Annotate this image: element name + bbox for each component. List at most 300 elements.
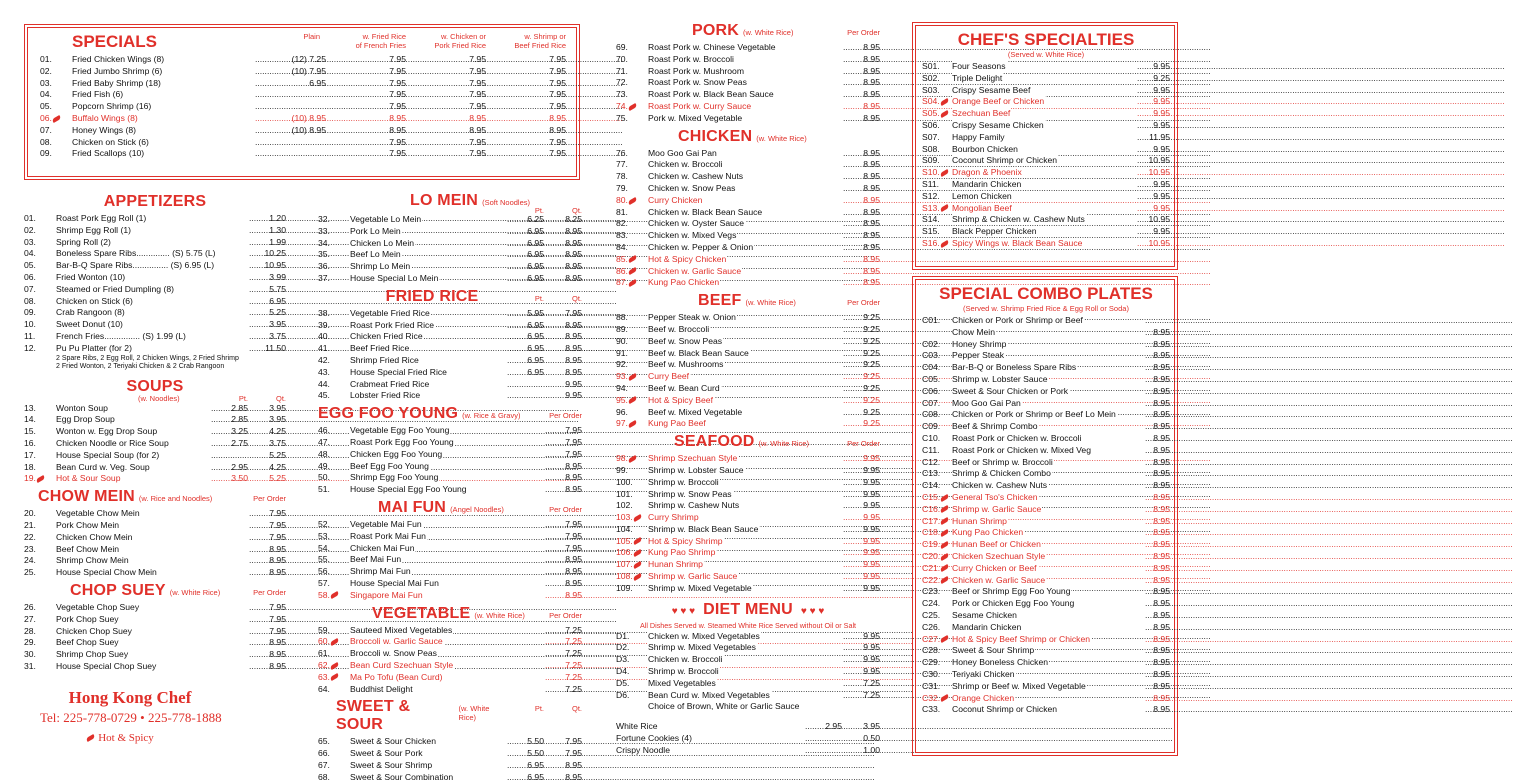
- chili-pepper-icon: [939, 204, 949, 212]
- item-name-wrap: [56, 225, 248, 237]
- item-price: 7.95: [565, 448, 582, 459]
- item-price: 3.99: [269, 271, 286, 282]
- menu-item-row: [922, 539, 1170, 551]
- item-price: 7.25: [863, 677, 880, 688]
- item-name: Roast Pork w. Mushroom: [648, 65, 744, 76]
- item-name-wrap: [350, 772, 506, 783]
- item-price: 8.95: [863, 159, 880, 170]
- item-number: C03.: [922, 350, 941, 361]
- item-price: 9.95: [863, 582, 880, 593]
- menu-item-row: [616, 547, 880, 559]
- menu-item-row: [24, 637, 286, 649]
- item-name-wrap: [648, 418, 842, 430]
- menu-item-row: [922, 634, 1170, 646]
- item-name-wrap: [56, 248, 248, 260]
- item-number: C12.: [922, 456, 941, 467]
- item-name: Pork Chop Suey: [56, 613, 119, 624]
- item-name-wrap: [952, 598, 1144, 610]
- item-number: 55.: [318, 554, 330, 565]
- item-number: 45.: [318, 390, 330, 401]
- item-name-wrap: [350, 437, 544, 449]
- item-name: Beef Egg Foo Young: [350, 460, 429, 471]
- item-number: 01.: [40, 54, 52, 64]
- item-number: C07.: [922, 397, 941, 408]
- menu-item-row: [24, 237, 286, 249]
- item-number: 107.: [616, 559, 648, 571]
- item-price: 8.95: [1153, 432, 1170, 443]
- item-name: Wonton w. Egg Drop Soup: [56, 426, 158, 437]
- item-name-wrap: [648, 407, 842, 419]
- menu-item-row: [318, 636, 582, 648]
- item-name-wrap: [56, 331, 248, 343]
- item-number: C32.: [922, 693, 952, 705]
- menu-item-row: [40, 54, 566, 66]
- menu-item-row: [922, 575, 1170, 587]
- item-name-wrap: [952, 704, 1144, 716]
- item-price: 7.25: [565, 659, 582, 670]
- menu-item-row: [616, 171, 880, 183]
- menu-item-row: [616, 512, 880, 524]
- menu-item-row: [318, 273, 582, 285]
- item-name: Broccoli w. Snow Peas: [350, 648, 437, 659]
- chili-pepper-icon: [940, 529, 950, 537]
- menu-item-row: [922, 693, 1170, 705]
- menu-item-row: [616, 336, 880, 348]
- menu-item-row: [616, 277, 880, 289]
- menu-item-row: [616, 654, 880, 666]
- item-name: Spring Roll (2): [56, 236, 111, 247]
- chili-pepper-icon: [940, 564, 950, 572]
- specials-header-plain: Plain: [303, 32, 320, 41]
- menu-item-row: [318, 331, 582, 343]
- item-name: Sauteed Mixed Vegetables: [350, 624, 453, 635]
- item-price: 3.95: [269, 402, 286, 413]
- menu-item-row: [24, 331, 286, 343]
- item-name-wrap: [350, 308, 506, 320]
- menu-item-row: [922, 468, 1170, 480]
- item-number: 26.: [24, 601, 36, 612]
- item-price: 3.95: [269, 414, 286, 425]
- item-price: 7.95: [469, 54, 486, 64]
- item-number: S09.: [922, 155, 940, 166]
- item-name-wrap: [952, 681, 1144, 693]
- item-name: Fried Jumbo Shrimp (6): [72, 65, 163, 76]
- item-price: 9.95: [863, 500, 880, 511]
- item-name: Beef w. Broccoli: [648, 323, 710, 334]
- eggfoo-subtitle: (w. Rice & Gravy): [462, 411, 521, 421]
- item-number: 09.: [40, 148, 52, 159]
- item-price: 9.95: [1153, 96, 1170, 107]
- menu-item-row: [318, 566, 582, 578]
- item-name-wrap: [648, 524, 842, 536]
- chili-pepper-icon: [940, 553, 950, 561]
- item-price: 8.95: [565, 366, 582, 377]
- item-price: 7.95: [469, 65, 486, 76]
- item-number: 12.: [24, 342, 36, 353]
- item-name: Teriyaki Chicken: [952, 668, 1015, 679]
- menu-item-row: [922, 386, 1170, 398]
- menu-item-row: [24, 403, 286, 415]
- chili-pepper-icon: [330, 673, 340, 681]
- item-name: House Special Chow Mein: [56, 567, 157, 578]
- item-number: 48.: [318, 448, 330, 459]
- item-name-wrap: [648, 42, 842, 54]
- item-name-wrap: [648, 159, 842, 171]
- item-name: Chicken on Stick (6): [56, 295, 133, 306]
- item-price: 8.95: [1153, 668, 1170, 679]
- chef-list: [922, 61, 1170, 250]
- menu-item-row: [616, 159, 880, 171]
- item-price: 8.95: [1153, 350, 1170, 361]
- item-price: 9.95: [863, 642, 880, 653]
- item-price: 8.95: [565, 343, 582, 354]
- item-price: 8.95: [1153, 503, 1170, 514]
- item-price: 6.95: [527, 354, 544, 365]
- item-name-wrap: [952, 433, 1144, 445]
- item-name: Spicy Wings w. Black Bean Sauce: [952, 237, 1083, 248]
- item-number: 79.: [616, 182, 628, 193]
- menu-item-row: [922, 563, 1170, 575]
- menu-item-row: [616, 489, 880, 501]
- item-name-wrap: [648, 477, 842, 489]
- item-price: 4.25: [269, 461, 286, 472]
- item-name: House Special Chop Suey: [56, 660, 157, 671]
- menu-item-row: [922, 551, 1170, 563]
- item-number: 58.: [318, 590, 350, 602]
- item-number: 106.: [616, 547, 648, 559]
- menu-item-row: [616, 242, 880, 254]
- item-name: Sweet & Sour Combination: [350, 771, 454, 782]
- item-name: Vegetable Lo Mein: [350, 214, 422, 224]
- item-price: 7.95: [269, 519, 286, 530]
- item-name: Dragon & Phoenix: [952, 167, 1022, 178]
- item-price: 7.95: [565, 542, 582, 553]
- item-name-wrap: [350, 672, 544, 684]
- item-price: 1.30: [269, 224, 286, 235]
- item-name-wrap: [648, 242, 842, 254]
- item-name: Beef w. Mushrooms: [648, 359, 724, 370]
- item-name-wrap: [952, 657, 1144, 669]
- chili-pepper-icon: [628, 396, 638, 404]
- item-number: C27.: [922, 634, 952, 646]
- item-name: Shrimp w. Garlic Sauce: [648, 571, 738, 582]
- item-name: Shrimp w. Mixed Vegetables: [648, 642, 756, 653]
- item-name: Shrimp w. Mixed Vegetable: [648, 582, 752, 593]
- item-number: C04.: [922, 362, 941, 373]
- combo-section: [922, 284, 1170, 716]
- item-name-wrap: [350, 472, 544, 484]
- item-name: Fried Wonton (10): [56, 271, 126, 282]
- item-price: 9.25: [863, 371, 880, 382]
- item-price: 7.95: [565, 530, 582, 541]
- item-number: 19.: [24, 473, 56, 485]
- item-name-wrap: [350, 760, 506, 772]
- menu-item-row: [318, 390, 582, 402]
- item-number: 10.: [24, 319, 36, 330]
- item-price: 8.95: [1153, 680, 1170, 691]
- item-number: C29.: [922, 657, 941, 668]
- menu-item-row: [318, 249, 582, 261]
- item-name: Sweet & Sour Shrimp: [350, 759, 433, 770]
- item-price: 8.95: [1153, 326, 1170, 337]
- item-price: 9.95: [1153, 143, 1170, 154]
- menu-item-row: [616, 666, 880, 678]
- item-name-wrap: [350, 425, 544, 437]
- item-number: 57.: [318, 577, 330, 588]
- item-name: Happy Family: [952, 131, 1005, 142]
- menu-item-row: [616, 453, 880, 465]
- item-price: 6.95: [527, 771, 544, 782]
- item-price: 8.95: [863, 53, 880, 64]
- chili-pepper-icon: [939, 110, 949, 118]
- menu-item-row: [922, 350, 1170, 362]
- menu-item-row: [616, 559, 880, 571]
- item-price: 6.95: [527, 237, 544, 248]
- menu-item-row: [318, 748, 582, 760]
- item-number: 59.: [318, 624, 330, 635]
- specials-section: [40, 32, 566, 160]
- menu-item-row: [40, 125, 566, 137]
- item-price: 8.95: [1153, 645, 1170, 656]
- item-price: (10) 8.95: [291, 124, 326, 135]
- menu-item-row: [616, 418, 880, 430]
- item-number: 37.: [318, 272, 330, 283]
- menu-item-row: [24, 414, 286, 426]
- item-name: Chicken w. Mixed Vegs: [648, 230, 737, 241]
- item-name-wrap: [350, 748, 506, 760]
- menu-item-row: [24, 260, 286, 272]
- item-number: 60.: [318, 636, 350, 648]
- eggfoo-title: EGG FOO YOUNG: [318, 405, 459, 423]
- item-name-wrap: [72, 101, 254, 113]
- item-name-wrap: [952, 339, 1144, 351]
- item-name: Moo Goo Gai Pan: [648, 147, 717, 158]
- item-price: 9.95: [1153, 108, 1170, 119]
- item-name: Moo Goo Gai Pan: [952, 397, 1021, 408]
- specials-header-pork-rice: w. Chicken or Pork Fried Rice: [434, 32, 486, 50]
- beef-list: [616, 312, 880, 430]
- item-price: 10.95: [1148, 237, 1170, 248]
- chili-pepper-icon: [940, 506, 950, 514]
- item-number: 36.: [318, 261, 330, 272]
- item-name-wrap: [648, 324, 842, 336]
- item-name: Kung Pao Chicken: [648, 277, 720, 288]
- item-name-wrap: [56, 438, 210, 450]
- item-name-wrap: [56, 626, 248, 638]
- item-number: 27.: [24, 613, 36, 624]
- item-name-wrap: [648, 348, 842, 360]
- item-name: Beef w. Bean Curd: [648, 382, 720, 393]
- chili-pepper-icon: [628, 267, 638, 275]
- item-price: 9.95: [863, 464, 880, 475]
- item-name: Vegetable Chow Mein: [56, 508, 140, 519]
- item-price: 9.95: [863, 654, 880, 665]
- item-price: 7.95: [389, 89, 406, 100]
- item-number: 105.: [616, 536, 648, 548]
- item-name-wrap: [648, 312, 842, 324]
- item-name-wrap: [648, 66, 842, 78]
- column-3: [616, 22, 880, 757]
- item-number: 23.: [24, 543, 36, 554]
- menu-item-row: [24, 567, 286, 579]
- item-name: Chicken w. Oyster Sauce: [648, 218, 745, 229]
- item-name: Hot & Sour Soup: [56, 473, 121, 484]
- item-name-wrap: [350, 484, 544, 496]
- item-number: C26.: [922, 621, 941, 632]
- item-name: Fried Fish (6): [72, 89, 124, 100]
- item-name-wrap: [350, 249, 506, 261]
- menu-item-row: [616, 395, 880, 407]
- item-number: C33.: [922, 704, 941, 715]
- item-price: 8.95: [1153, 373, 1170, 384]
- item-name-wrap: [72, 89, 254, 101]
- item-price: 8.95: [269, 637, 286, 648]
- item-name: Crispy Sesame Chicken: [952, 119, 1044, 130]
- item-name-wrap: [350, 636, 544, 648]
- item-name-wrap: [56, 260, 248, 272]
- item-number: 50.: [318, 472, 330, 483]
- menu-item-row: [922, 445, 1170, 457]
- item-name: House Special Fried Rice: [350, 366, 447, 377]
- item-name: Shrimp w. Lobster Sauce: [952, 373, 1048, 384]
- item-name: Roast Pork w. Chinese Vegetable: [648, 42, 776, 52]
- menu-item-row: [616, 312, 880, 324]
- item-name: Sweet Donut (10): [56, 319, 123, 330]
- item-price: 3.75: [269, 330, 286, 341]
- item-number: 35.: [318, 249, 330, 260]
- item-name: Hot & Spicy Beef Shrimp or Chicken: [952, 633, 1091, 644]
- item-number: C28.: [922, 645, 941, 656]
- item-name: Pork Chow Mein: [56, 519, 120, 530]
- menu-item-row: [616, 359, 880, 371]
- menu-item-row: [318, 684, 582, 696]
- menu-item-row: [616, 77, 880, 89]
- item-name: Chicken Chow Mein: [56, 531, 133, 542]
- item-price: 8.95: [1153, 444, 1170, 455]
- item-name-wrap: [56, 637, 248, 649]
- item-name-wrap: [72, 137, 254, 149]
- item-price: 8.95: [269, 567, 286, 578]
- menu-item-row: [616, 733, 880, 745]
- item-price: 2.85: [231, 414, 248, 425]
- item-number: 102.: [616, 500, 633, 511]
- menu-item-row: [616, 371, 880, 383]
- item-price: 8.95: [1153, 421, 1170, 432]
- chili-pepper-icon: [86, 734, 96, 742]
- item-name-wrap: [952, 563, 1144, 575]
- item-price: 7.95: [549, 136, 566, 147]
- item-name-wrap: [952, 155, 1136, 167]
- item-number: C11.: [922, 444, 940, 455]
- maifun-list: [318, 519, 582, 602]
- sweetsour-header-qt: Qt.: [571, 704, 582, 714]
- item-price: 1.00: [863, 744, 880, 755]
- item-name-wrap: [952, 504, 1144, 516]
- item-name: Chicken Chop Suey: [56, 625, 132, 636]
- item-number: 41.: [318, 343, 330, 354]
- item-number: C10.: [922, 432, 941, 443]
- chili-pepper-icon: [939, 169, 949, 177]
- item-number: 104.: [616, 523, 633, 534]
- item-name: White Rice: [616, 721, 658, 732]
- extras-list: [616, 721, 880, 756]
- item-number: 70.: [616, 53, 628, 64]
- menu-item-row: [922, 339, 1170, 351]
- vegetable-title: VEGETABLE: [372, 604, 471, 622]
- item-name-wrap: [952, 421, 1144, 433]
- item-number: C19.: [922, 539, 952, 551]
- item-number: C30.: [922, 668, 941, 679]
- chili-pepper-icon: [628, 373, 638, 381]
- item-price: 8.95: [863, 194, 880, 205]
- menu-item-row: [318, 214, 582, 226]
- item-price: 8.95: [269, 543, 286, 554]
- item-price: 6.95: [527, 249, 544, 260]
- item-name: Shrimp Szechuan Style: [648, 453, 738, 464]
- menu-item-row: [616, 101, 880, 113]
- item-name-wrap: [648, 77, 842, 89]
- item-number: 38.: [318, 307, 330, 318]
- lomein-title: LO MEIN: [410, 192, 479, 209]
- item-name: Mandarin Chicken: [952, 621, 1022, 632]
- item-price: 1.99: [269, 236, 286, 247]
- lomein-header-qt: Qt.: [571, 206, 582, 215]
- item-number: 02.: [24, 224, 36, 235]
- item-price: 2.95: [231, 461, 248, 472]
- item-name-wrap: [648, 666, 842, 678]
- menu-item-row: [24, 649, 286, 661]
- item-name: Kung Pao Shrimp: [648, 547, 716, 558]
- item-name: Bourbon Chicken: [952, 143, 1018, 154]
- item-number: 05.: [24, 260, 36, 271]
- item-number: 61.: [318, 648, 330, 659]
- item-number: 08.: [24, 295, 36, 306]
- menu-item-row: [922, 409, 1170, 421]
- friedrice-list: [318, 308, 582, 402]
- item-name: Shrimp w. Broccoli: [648, 666, 719, 677]
- menu-item-row: [922, 73, 1170, 85]
- item-price: 5.95: [527, 307, 544, 318]
- item-name: Pork w. Mixed Vegetable: [648, 112, 743, 123]
- sweetsour-list: [318, 736, 582, 783]
- item-number: D5.: [616, 677, 630, 688]
- item-number: 53.: [318, 530, 330, 541]
- item-price: 9.95: [1153, 178, 1170, 189]
- menu-item-row: [616, 383, 880, 395]
- item-name: Singapore Mai Fun: [350, 589, 423, 600]
- menu-item-row: [922, 610, 1170, 622]
- chili-pepper-icon: [628, 279, 638, 287]
- menu-item-row: [616, 642, 880, 654]
- item-name-wrap: [952, 179, 1136, 191]
- item-price: 3.95: [269, 319, 286, 330]
- item-name: Chicken on Stick (6): [72, 136, 149, 147]
- item-number: 96.: [616, 406, 628, 417]
- item-name-wrap: [350, 531, 544, 543]
- item-price: 8.95: [863, 241, 880, 252]
- item-name: Bar-B-Q Spare Ribs............... (S) 6.95 (L): [56, 260, 215, 271]
- chili-pepper-icon: [940, 494, 950, 502]
- menu-item-row: [318, 543, 582, 555]
- item-number: 93.: [616, 371, 648, 383]
- item-number: D3.: [616, 654, 630, 665]
- item-name: Curry Chicken or Beef: [952, 562, 1037, 573]
- item-number: C01.: [922, 315, 941, 325]
- item-number: C13.: [922, 468, 941, 479]
- item-price: 8.95: [1153, 539, 1170, 550]
- item-name-wrap: [952, 214, 1136, 226]
- item-number: 63.: [318, 672, 350, 684]
